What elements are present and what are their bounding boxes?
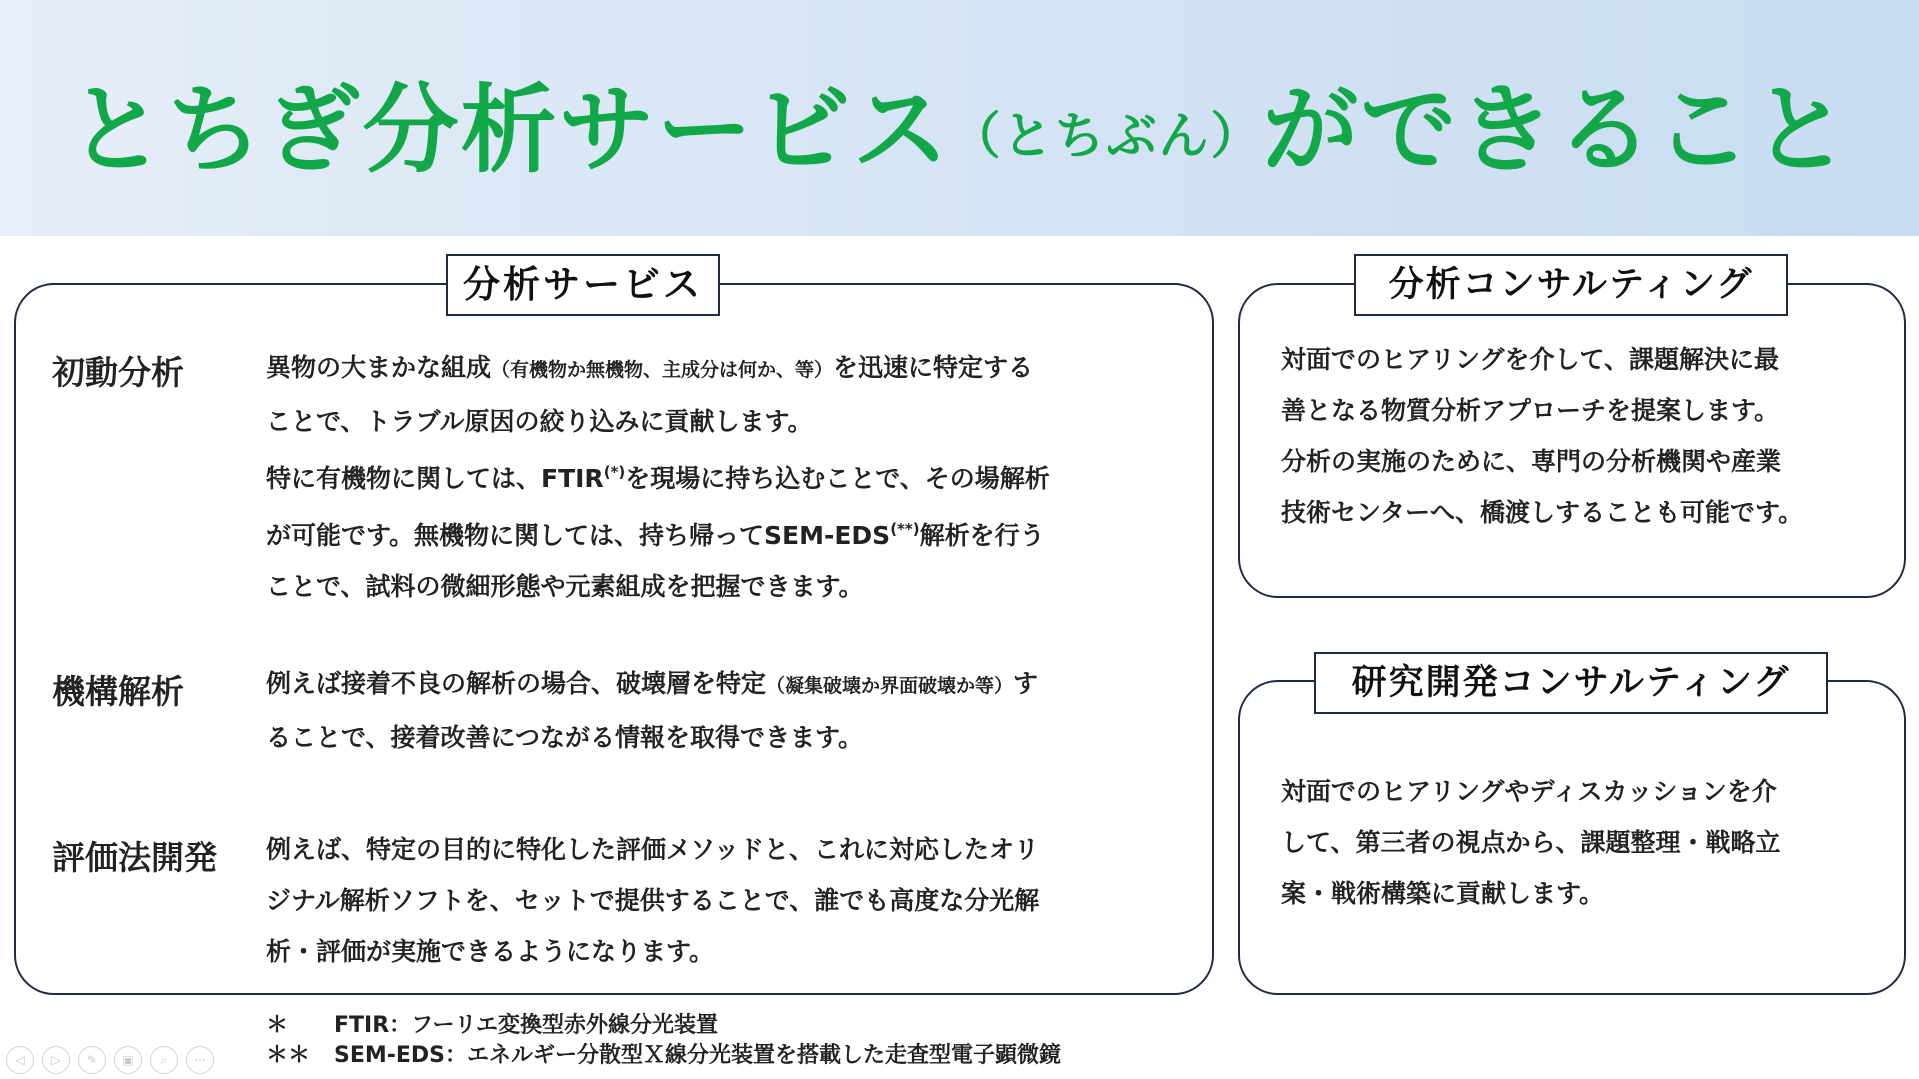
title-tail: ができること	[1262, 74, 1851, 186]
text-line: 析・評価が実施できるようになります。	[266, 937, 715, 966]
row-text-initial	[266, 342, 1050, 612]
text-line: ることで、接着改善につながる情報を取得できます。	[266, 723, 864, 752]
analysis-consulting-text	[1281, 334, 1803, 538]
text-line: ことで、試料の微細形態や元素組成を把握できます。	[266, 572, 864, 601]
text-line: 例えば接着不良の解析の場合、破壊層を特定（凝集破壊か界面破壊か等）す	[266, 669, 1039, 698]
prev-icon[interactable]: ◁	[6, 1046, 34, 1074]
title-main: とちぎ分析サービス	[68, 74, 951, 186]
row-text-mechanism	[266, 658, 1038, 763]
footnote-ftir: ＊ FTIR：フーリエ変換型赤外線分光装置	[266, 1013, 719, 1038]
text-line: ことで、トラブル原因の絞り込みに貢献します。	[266, 407, 813, 436]
text-line: 対面でのヒアリングを介して、課題解決に最	[1281, 345, 1780, 374]
rd-consulting-text	[1281, 766, 1781, 919]
text-line: 案・戦術構築に貢献します。	[1281, 879, 1605, 908]
title-paren: （とちぶん）	[950, 107, 1263, 165]
analysis-service-label: 分析サービス	[446, 254, 720, 316]
text-line: 分析の実施のために、専門の分析機関や産業	[1281, 447, 1782, 476]
slides-icon[interactable]: ▣	[114, 1046, 142, 1074]
text-line: 異物の大まかな組成（有機物か無機物、主成分は何か、等）を迅速に特定する	[266, 353, 1034, 382]
text-line: 対面でのヒアリングやディスカッションを介	[1281, 777, 1777, 806]
next-icon[interactable]: ▷	[42, 1046, 70, 1074]
row-heading-evaluation: 評価法開発	[52, 838, 217, 877]
row-heading-initial: 初動分析	[52, 353, 184, 392]
slideshow-controls	[6, 1046, 214, 1074]
text-line: 例えば、特定の目的に特化した評価メソッドと、これに対応したオリ	[266, 835, 1040, 864]
row-heading-mechanism: 機構解析	[52, 672, 184, 711]
more-icon[interactable]: ⋯	[186, 1046, 214, 1074]
footnote-sem-eds: ＊＊ SEM-EDS：エネルギー分散型Ｘ線分光装置を搭載した走査型電子顕微鏡	[266, 1043, 1062, 1068]
text-line: が可能です。無機物に関しては、持ち帰ってSEM-EDS(**)解析を行う	[266, 520, 1045, 550]
text-line: ジナル解析ソフトを、セットで提供することで、誰でも高度な分光解	[266, 886, 1040, 915]
row-text-evaluation	[266, 824, 1039, 977]
analysis-consulting-label: 分析コンサルティング	[1354, 254, 1788, 316]
zoom-icon[interactable]: ⌕	[150, 1046, 178, 1074]
text-line: 特に有機物に関しては、FTIR(*)を現場に持ち込むことで、その場解析	[266, 463, 1050, 493]
text-line: 善となる物質分析アプローチを提案します。	[1281, 396, 1780, 425]
page-title	[0, 54, 1919, 191]
text-line: 技術センターへ、橋渡しすることも可能です。	[1281, 498, 1804, 527]
rd-consulting-label: 研究開発コンサルティング	[1314, 652, 1828, 714]
text-line: して、第三者の視点から、課題整理・戦略立	[1281, 828, 1781, 857]
title-banner	[0, 0, 1919, 236]
pen-icon[interactable]: ✎	[78, 1046, 106, 1074]
